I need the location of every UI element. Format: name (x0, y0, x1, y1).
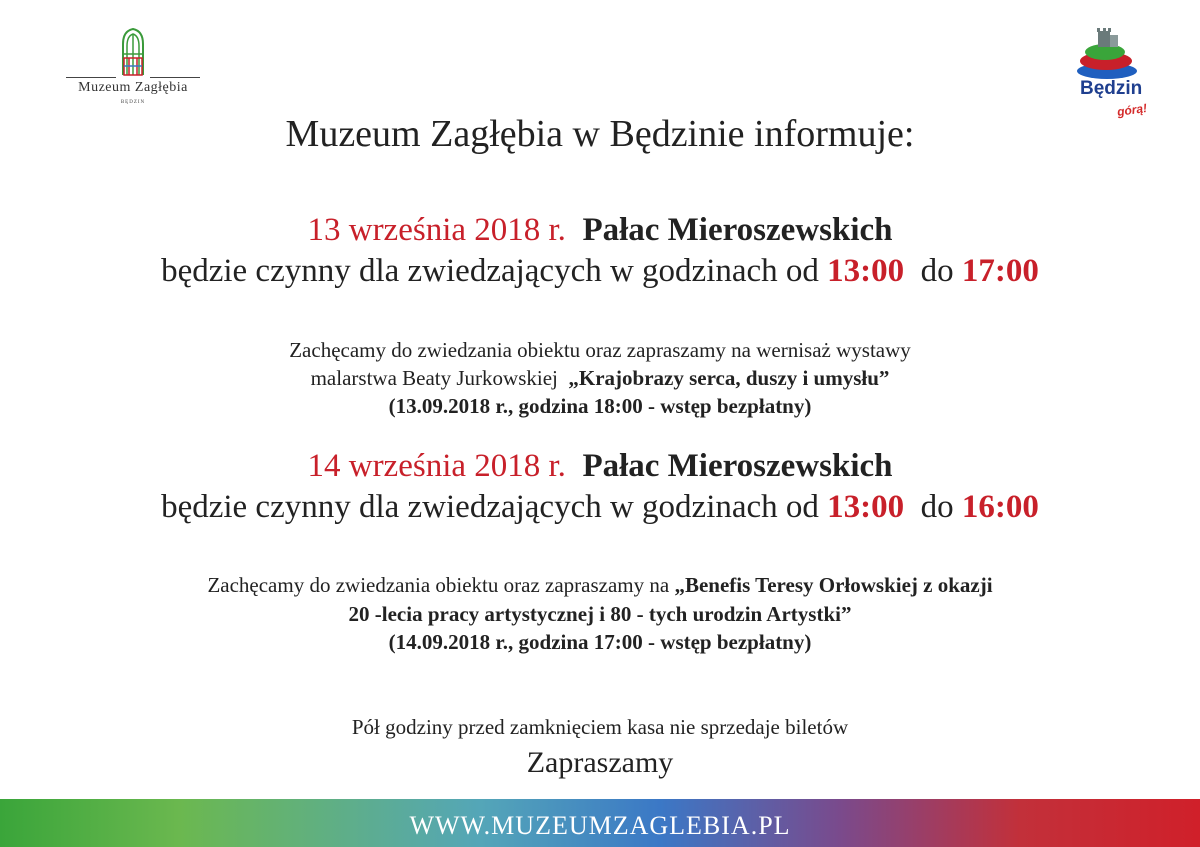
event-2-to: 16:00 (961, 489, 1039, 525)
event-1-header (0, 212, 1200, 249)
logo-rule-left (66, 77, 116, 78)
event-2-invite-line-3: (14.09.2018 r., godzina 17:00 - wstęp bezpłatny) (388, 630, 812, 654)
event-2-open-prefix: będzie czynny dla zwiedzających w godzinach od (161, 489, 819, 525)
closing-note: Pół godziny przed zamknięciem kasa nie sprzedaje biletów (351, 715, 849, 739)
page-title: Muzeum Zagłębia w Będzinie informuje: (285, 113, 915, 155)
event-1-invite-line-1: Zachęcamy do zwiedzania obiektu oraz zapraszamy na wernisaż wystawy (289, 338, 911, 362)
event-1-date: 13 września 2018 r. (307, 212, 566, 248)
event-1-from: 13:00 (827, 253, 905, 289)
museum-logo-sub: BĘDZIN (120, 100, 146, 105)
bedzin-logo-slogan: górą! (1116, 100, 1148, 120)
museum-window-icon (121, 28, 145, 76)
event-2-place: Pałac Mieroszewskich (582, 448, 893, 484)
museum-logo (58, 28, 208, 118)
footer-url[interactable]: WWW.MUZEUMZAGLEBIA.PL (409, 811, 791, 840)
event-1-hours (0, 253, 1200, 290)
event-2-invite-line-1 (0, 573, 1200, 598)
event-1-invite-prefix: malarstwa Beaty Jurkowskiej (310, 366, 558, 390)
event-2-header (0, 448, 1200, 485)
event-1-open-prefix: będzie czynny dla zwiedzających w godzinach od (161, 253, 819, 289)
event-1-exhibition-title: „Krajobrazy serca, duszy i umysłu” (568, 366, 890, 390)
event-1-to: 17:00 (961, 253, 1039, 289)
event-2-date: 14 września 2018 r. (307, 448, 566, 484)
event-2-to-word: do (920, 489, 954, 525)
event-1-invite-line-3: (13.09.2018 r., godzina 18:00 - wstęp bezpłatny) (388, 394, 812, 418)
event-2-from: 13:00 (827, 489, 905, 525)
museum-logo-name: Muzeum Zagłębia (78, 80, 188, 95)
bedzin-logo (1072, 25, 1152, 120)
event-1-invite-line-2 (0, 366, 1200, 391)
event-2-invite-line-2: 20 -lecia pracy artystycznej i 80 - tych urodzin Artystki” (348, 602, 852, 626)
logo-rule-right (150, 77, 200, 78)
closing-invitation: Zapraszamy (526, 746, 674, 779)
event-1-to-word: do (920, 253, 954, 289)
event-2-benefit-title: „Benefis Teresy Orłowskiej z okazji (674, 573, 993, 597)
event-2-invite-prefix: Zachęcamy do zwiedzania obiektu oraz zapraszamy na (207, 573, 670, 597)
event-1-place: Pałac Mieroszewskich (582, 212, 893, 248)
bedzin-logo-name: Będzin (1080, 78, 1143, 99)
castle-hill-icon (1072, 25, 1142, 80)
event-2-hours (0, 489, 1200, 526)
